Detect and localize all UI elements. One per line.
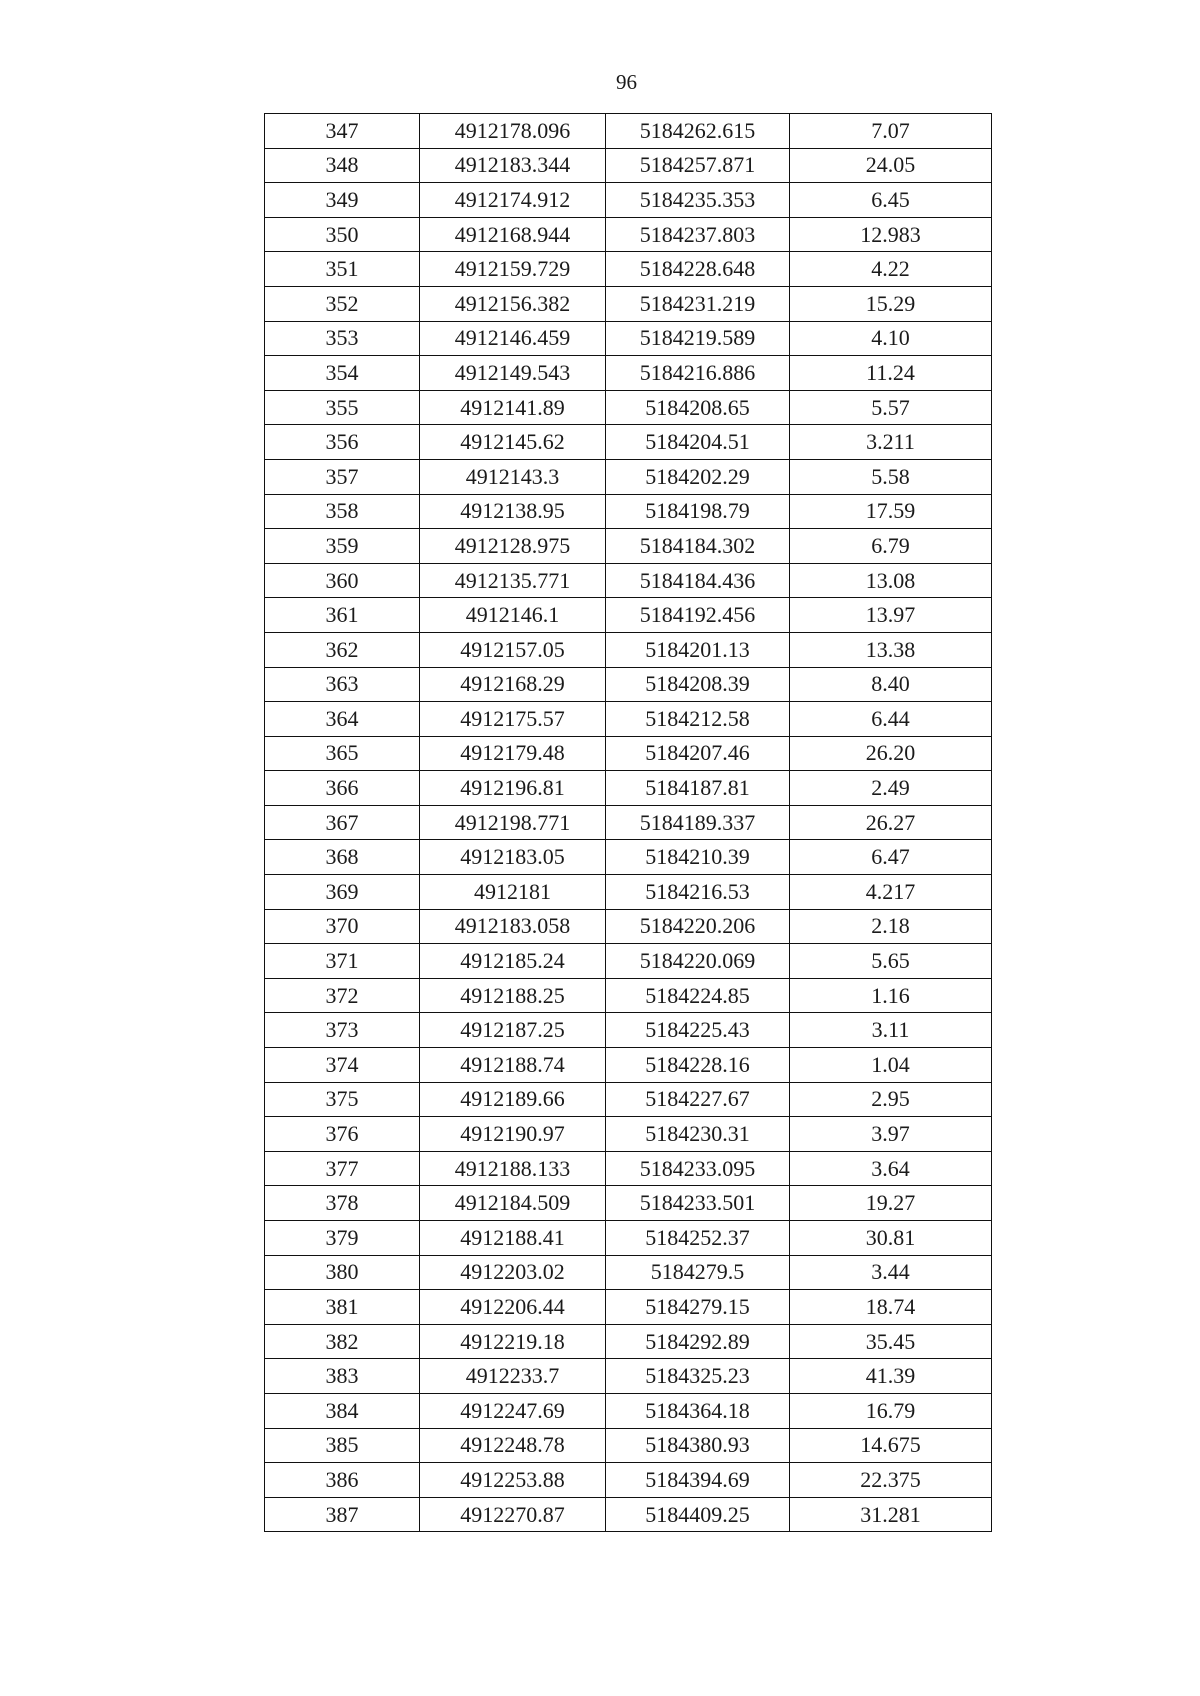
y-coordinate-cell: 5184228.16 [606, 1048, 790, 1083]
point-number-cell: 375 [265, 1082, 420, 1117]
table-row [265, 1151, 992, 1186]
y-coordinate-cell: 5184198.79 [606, 494, 790, 529]
table-row [265, 1324, 992, 1359]
table-row [265, 390, 992, 425]
point-number-cell: 386 [265, 1463, 420, 1498]
x-coordinate-cell: 4912135.771 [420, 563, 606, 598]
table-row [265, 114, 992, 149]
y-coordinate-cell: 5184202.29 [606, 459, 790, 494]
y-coordinate-cell: 5184257.871 [606, 148, 790, 183]
distance-cell: 5.65 [790, 944, 992, 979]
point-number-cell: 363 [265, 667, 420, 702]
distance-cell: 5.58 [790, 459, 992, 494]
distance-cell: 8.40 [790, 667, 992, 702]
distance-cell: 2.49 [790, 771, 992, 806]
x-coordinate-cell: 4912188.133 [420, 1151, 606, 1186]
y-coordinate-cell: 5184225.43 [606, 1013, 790, 1048]
distance-cell: 18.74 [790, 1290, 992, 1325]
distance-cell: 4.10 [790, 321, 992, 356]
y-coordinate-cell: 5184228.648 [606, 252, 790, 287]
table-row [265, 1359, 992, 1394]
point-number-cell: 357 [265, 459, 420, 494]
table-row [265, 286, 992, 321]
table-row [265, 1428, 992, 1463]
y-coordinate-cell: 5184394.69 [606, 1463, 790, 1498]
y-coordinate-cell: 5184184.302 [606, 529, 790, 564]
point-number-cell: 351 [265, 252, 420, 287]
point-number-cell: 374 [265, 1048, 420, 1083]
table-row [265, 978, 992, 1013]
coordinates-table-body [265, 114, 992, 1532]
distance-cell: 1.04 [790, 1048, 992, 1083]
table-row [265, 944, 992, 979]
table-row [265, 217, 992, 252]
x-coordinate-cell: 4912145.62 [420, 425, 606, 460]
y-coordinate-cell: 5184189.337 [606, 805, 790, 840]
y-coordinate-cell: 5184207.46 [606, 736, 790, 771]
point-number-cell: 350 [265, 217, 420, 252]
x-coordinate-cell: 4912188.41 [420, 1221, 606, 1256]
point-number-cell: 364 [265, 702, 420, 737]
x-coordinate-cell: 4912206.44 [420, 1290, 606, 1325]
x-coordinate-cell: 4912253.88 [420, 1463, 606, 1498]
distance-cell: 31.281 [790, 1497, 992, 1532]
distance-cell: 3.211 [790, 425, 992, 460]
x-coordinate-cell: 4912141.89 [420, 390, 606, 425]
y-coordinate-cell: 5184210.39 [606, 840, 790, 875]
table-row [265, 909, 992, 944]
distance-cell: 26.27 [790, 805, 992, 840]
y-coordinate-cell: 5184233.501 [606, 1186, 790, 1221]
x-coordinate-cell: 4912175.57 [420, 702, 606, 737]
x-coordinate-cell: 4912178.096 [420, 114, 606, 149]
distance-cell: 26.20 [790, 736, 992, 771]
y-coordinate-cell: 5184220.206 [606, 909, 790, 944]
table-row [265, 1290, 992, 1325]
table-row [265, 1393, 992, 1428]
x-coordinate-cell: 4912168.29 [420, 667, 606, 702]
x-coordinate-cell: 4912181 [420, 875, 606, 910]
distance-cell: 5.57 [790, 390, 992, 425]
table-row [265, 1497, 992, 1532]
distance-cell: 6.47 [790, 840, 992, 875]
coordinates-table [264, 113, 992, 1532]
table-row [265, 875, 992, 910]
y-coordinate-cell: 5184208.39 [606, 667, 790, 702]
x-coordinate-cell: 4912198.771 [420, 805, 606, 840]
distance-cell: 3.97 [790, 1117, 992, 1152]
table-row [265, 321, 992, 356]
distance-cell: 7.07 [790, 114, 992, 149]
point-number-cell: 355 [265, 390, 420, 425]
table-row [265, 1013, 992, 1048]
x-coordinate-cell: 4912190.97 [420, 1117, 606, 1152]
table-row [265, 1048, 992, 1083]
distance-cell: 3.11 [790, 1013, 992, 1048]
point-number-cell: 380 [265, 1255, 420, 1290]
table-row [265, 252, 992, 287]
point-number-cell: 359 [265, 529, 420, 564]
point-number-cell: 385 [265, 1428, 420, 1463]
y-coordinate-cell: 5184201.13 [606, 632, 790, 667]
distance-cell: 3.44 [790, 1255, 992, 1290]
x-coordinate-cell: 4912143.3 [420, 459, 606, 494]
x-coordinate-cell: 4912188.74 [420, 1048, 606, 1083]
table-row [265, 632, 992, 667]
point-number-cell: 373 [265, 1013, 420, 1048]
table-row [265, 1463, 992, 1498]
x-coordinate-cell: 4912168.944 [420, 217, 606, 252]
point-number-cell: 382 [265, 1324, 420, 1359]
y-coordinate-cell: 5184212.58 [606, 702, 790, 737]
point-number-cell: 361 [265, 598, 420, 633]
y-coordinate-cell: 5184252.37 [606, 1221, 790, 1256]
y-coordinate-cell: 5184184.436 [606, 563, 790, 598]
y-coordinate-cell: 5184224.85 [606, 978, 790, 1013]
y-coordinate-cell: 5184192.456 [606, 598, 790, 633]
table-row [265, 529, 992, 564]
table-row [265, 805, 992, 840]
point-number-cell: 369 [265, 875, 420, 910]
y-coordinate-cell: 5184216.886 [606, 356, 790, 391]
distance-cell: 13.08 [790, 563, 992, 598]
x-coordinate-cell: 4912196.81 [420, 771, 606, 806]
x-coordinate-cell: 4912146.459 [420, 321, 606, 356]
page-number: 96 [616, 70, 637, 94]
x-coordinate-cell: 4912183.058 [420, 909, 606, 944]
point-number-cell: 368 [265, 840, 420, 875]
point-number-cell: 366 [265, 771, 420, 806]
point-number-cell: 365 [265, 736, 420, 771]
table-row [265, 148, 992, 183]
point-number-cell: 360 [265, 563, 420, 598]
distance-cell: 4.22 [790, 252, 992, 287]
table-row [265, 494, 992, 529]
distance-cell: 15.29 [790, 286, 992, 321]
distance-cell: 4.217 [790, 875, 992, 910]
distance-cell: 14.675 [790, 1428, 992, 1463]
y-coordinate-cell: 5184230.31 [606, 1117, 790, 1152]
distance-cell: 11.24 [790, 356, 992, 391]
y-coordinate-cell: 5184216.53 [606, 875, 790, 910]
point-number-cell: 347 [265, 114, 420, 149]
table-row [265, 425, 992, 460]
distance-cell: 41.39 [790, 1359, 992, 1394]
point-number-cell: 377 [265, 1151, 420, 1186]
point-number-cell: 358 [265, 494, 420, 529]
table-row [265, 1117, 992, 1152]
distance-cell: 24.05 [790, 148, 992, 183]
distance-cell: 16.79 [790, 1393, 992, 1428]
y-coordinate-cell: 5184292.89 [606, 1324, 790, 1359]
distance-cell: 22.375 [790, 1463, 992, 1498]
y-coordinate-cell: 5184208.65 [606, 390, 790, 425]
distance-cell: 3.64 [790, 1151, 992, 1186]
y-coordinate-cell: 5184219.589 [606, 321, 790, 356]
x-coordinate-cell: 4912219.18 [420, 1324, 606, 1359]
point-number-cell: 354 [265, 356, 420, 391]
distance-cell: 6.79 [790, 529, 992, 564]
distance-cell: 17.59 [790, 494, 992, 529]
x-coordinate-cell: 4912248.78 [420, 1428, 606, 1463]
x-coordinate-cell: 4912270.87 [420, 1497, 606, 1532]
point-number-cell: 356 [265, 425, 420, 460]
point-number-cell: 370 [265, 909, 420, 944]
x-coordinate-cell: 4912159.729 [420, 252, 606, 287]
x-coordinate-cell: 4912233.7 [420, 1359, 606, 1394]
y-coordinate-cell: 5184233.095 [606, 1151, 790, 1186]
distance-cell: 35.45 [790, 1324, 992, 1359]
point-number-cell: 362 [265, 632, 420, 667]
y-coordinate-cell: 5184279.5 [606, 1255, 790, 1290]
point-number-cell: 367 [265, 805, 420, 840]
y-coordinate-cell: 5184364.18 [606, 1393, 790, 1428]
x-coordinate-cell: 4912183.05 [420, 840, 606, 875]
table-row [265, 1221, 992, 1256]
x-coordinate-cell: 4912179.48 [420, 736, 606, 771]
point-number-cell: 371 [265, 944, 420, 979]
table-row [265, 702, 992, 737]
distance-cell: 6.44 [790, 702, 992, 737]
y-coordinate-cell: 5184187.81 [606, 771, 790, 806]
point-number-cell: 352 [265, 286, 420, 321]
x-coordinate-cell: 4912185.24 [420, 944, 606, 979]
table-row [265, 840, 992, 875]
point-number-cell: 349 [265, 183, 420, 218]
y-coordinate-cell: 5184325.23 [606, 1359, 790, 1394]
x-coordinate-cell: 4912184.509 [420, 1186, 606, 1221]
x-coordinate-cell: 4912187.25 [420, 1013, 606, 1048]
table-row [265, 667, 992, 702]
point-number-cell: 378 [265, 1186, 420, 1221]
y-coordinate-cell: 5184220.069 [606, 944, 790, 979]
distance-cell: 1.16 [790, 978, 992, 1013]
point-number-cell: 387 [265, 1497, 420, 1532]
table-row [265, 598, 992, 633]
x-coordinate-cell: 4912183.344 [420, 148, 606, 183]
distance-cell: 13.38 [790, 632, 992, 667]
y-coordinate-cell: 5184262.615 [606, 114, 790, 149]
x-coordinate-cell: 4912174.912 [420, 183, 606, 218]
point-number-cell: 376 [265, 1117, 420, 1152]
table-row [265, 356, 992, 391]
y-coordinate-cell: 5184237.803 [606, 217, 790, 252]
point-number-cell: 379 [265, 1221, 420, 1256]
distance-cell: 2.95 [790, 1082, 992, 1117]
x-coordinate-cell: 4912128.975 [420, 529, 606, 564]
distance-cell: 13.97 [790, 598, 992, 633]
x-coordinate-cell: 4912188.25 [420, 978, 606, 1013]
table-row [265, 183, 992, 218]
table-row [265, 1186, 992, 1221]
point-number-cell: 381 [265, 1290, 420, 1325]
x-coordinate-cell: 4912247.69 [420, 1393, 606, 1428]
x-coordinate-cell: 4912203.02 [420, 1255, 606, 1290]
y-coordinate-cell: 5184235.353 [606, 183, 790, 218]
point-number-cell: 372 [265, 978, 420, 1013]
point-number-cell: 353 [265, 321, 420, 356]
y-coordinate-cell: 5184409.25 [606, 1497, 790, 1532]
distance-cell: 30.81 [790, 1221, 992, 1256]
x-coordinate-cell: 4912146.1 [420, 598, 606, 633]
x-coordinate-cell: 4912157.05 [420, 632, 606, 667]
y-coordinate-cell: 5184231.219 [606, 286, 790, 321]
x-coordinate-cell: 4912156.382 [420, 286, 606, 321]
y-coordinate-cell: 5184227.67 [606, 1082, 790, 1117]
distance-cell: 19.27 [790, 1186, 992, 1221]
table-row [265, 736, 992, 771]
x-coordinate-cell: 4912189.66 [420, 1082, 606, 1117]
y-coordinate-cell: 5184279.15 [606, 1290, 790, 1325]
distance-cell: 2.18 [790, 909, 992, 944]
table-row [265, 1082, 992, 1117]
y-coordinate-cell: 5184380.93 [606, 1428, 790, 1463]
table-row [265, 459, 992, 494]
distance-cell: 12.983 [790, 217, 992, 252]
table-row [265, 771, 992, 806]
point-number-cell: 348 [265, 148, 420, 183]
point-number-cell: 384 [265, 1393, 420, 1428]
table-row [265, 563, 992, 598]
x-coordinate-cell: 4912138.95 [420, 494, 606, 529]
distance-cell: 6.45 [790, 183, 992, 218]
x-coordinate-cell: 4912149.543 [420, 356, 606, 391]
y-coordinate-cell: 5184204.51 [606, 425, 790, 460]
point-number-cell: 383 [265, 1359, 420, 1394]
table-row [265, 1255, 992, 1290]
